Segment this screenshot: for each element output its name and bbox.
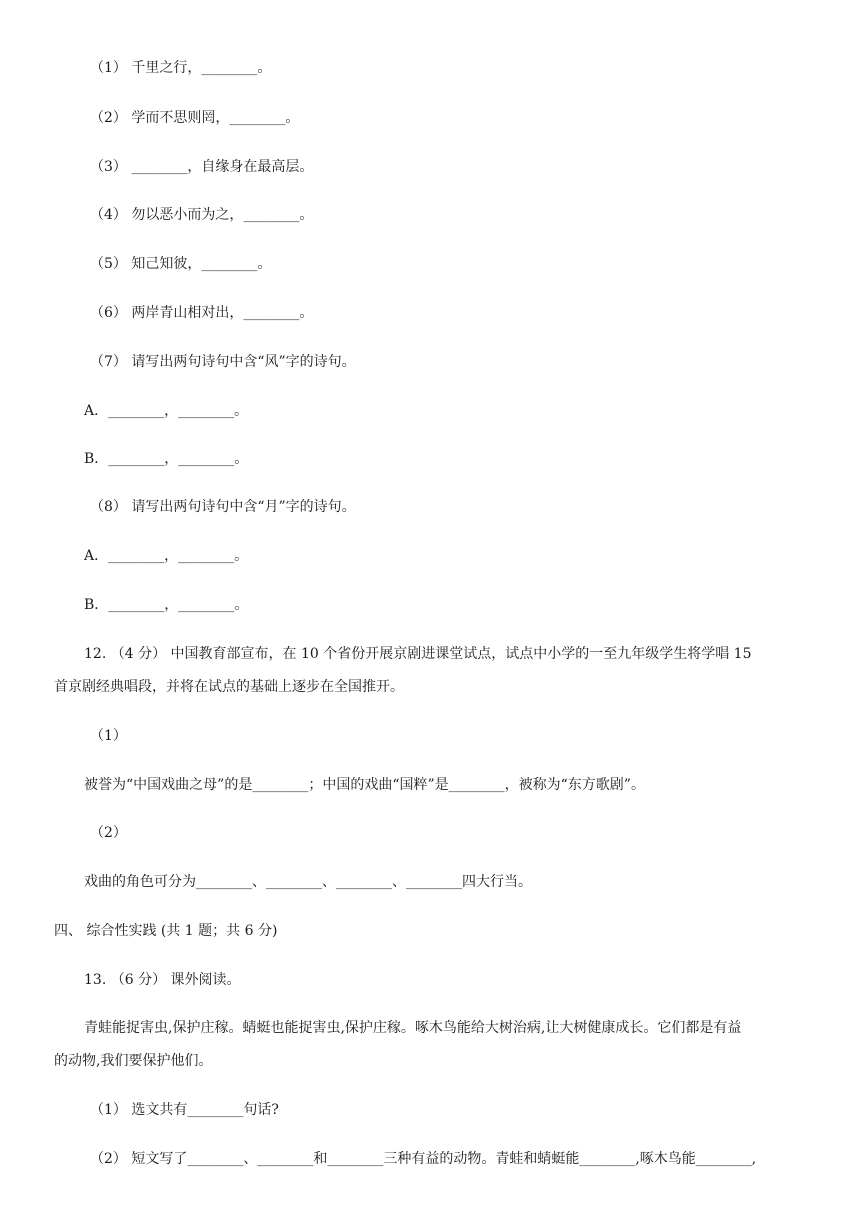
- poetry-q6: （6） 两岸青山相对出，________。: [90, 305, 314, 321]
- poetry-q1: （1） 千里之行，________。: [90, 60, 272, 76]
- poetry-q7-option-a: A．________，________。: [84, 403, 249, 419]
- q12-sub2-label: （2）: [90, 825, 127, 841]
- q12-sub2-text: 戏曲的角色可分为________、________、________、________四大行当。: [84, 874, 532, 890]
- q12-stem-line2: 首京剧经典唱段，并将在试点的基础上逐步在全国推开。: [54, 679, 404, 695]
- q13-passage-line1: 青蛙能捉害虫,保护庄稼。蜻蜓也能捉害虫,保护庄稼。啄木鸟能给大树治病,让大树健康成长。它们都是有益: [84, 1020, 742, 1036]
- q12-sub1-label: （1）: [90, 728, 127, 744]
- poetry-q7-option-b: B．________，________。: [84, 451, 249, 467]
- poetry-q4: （4） 勿以恶小而为之，________。: [90, 207, 314, 223]
- poetry-q8: （8） 请写出两句诗句中含“月”字的诗句。: [90, 499, 356, 515]
- q12-stem-line1: 12. （4 分） 中国教育部宣布，在 10 个省份开展京剧进课堂试点，试点中小学的一至九年级学生将学唱 15: [84, 646, 752, 662]
- q12-sub1-text: 被誉为“中国戏曲之母”的是________；中国的戏曲“国粹”是________，被称为“东方歌剧”。: [84, 777, 645, 793]
- q13-sub1: （1） 选文共有________句话?: [90, 1102, 279, 1118]
- poetry-q8-option-b: B．________，________。: [84, 597, 249, 613]
- poetry-q3: （3） ________，自缘身在最高层。: [90, 159, 314, 175]
- poetry-q5: （5） 知己知彼，________。: [90, 256, 272, 272]
- q13-passage-line2: 的动物,我们要保护他们。: [54, 1053, 213, 1069]
- poetry-q7: （7） 请写出两句诗句中含“风”字的诗句。: [90, 354, 356, 370]
- q13-stem: 13. （6 分） 课外阅读。: [84, 972, 241, 988]
- poetry-q2: （2） 学而不思则罔，________。: [90, 110, 300, 126]
- q13-sub2: （2） 短文写了________、________和________三种有益的动物。青蛙和蜻蜓能________,啄木鸟能________,: [90, 1151, 757, 1167]
- poetry-q8-option-a: A．________，________。: [84, 548, 249, 564]
- section-heading: 四、 综合性实践 (共 1 题；共 6 分): [54, 923, 278, 939]
